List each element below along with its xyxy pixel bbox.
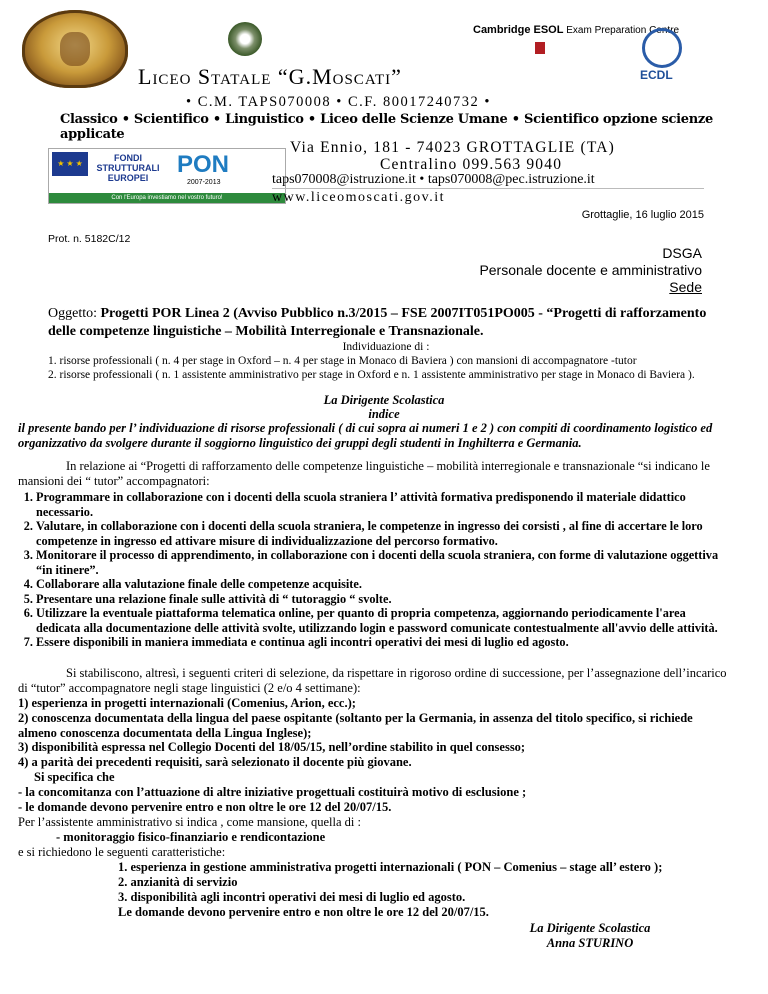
recipient-line: Sede — [669, 279, 702, 295]
admin-task: - monitoraggio fisico-finanziario e rendicontazione — [56, 830, 326, 844]
identification-title: Individuazione di : — [342, 341, 430, 353]
list-item: 3. disponibilità agli incontri operativi dei mesi di luglio ed agosto. — [118, 890, 466, 904]
list-item: 1. Programmare in collaborazione con i docenti della scuola straniera l’ attività formativa predisponendo il materiale didattico necessario. — [36, 490, 724, 519]
list-item: 1. esperienza in gestione amministrativa progetti internazionali ( PON – Comenius – stage all’ estero ); — [118, 860, 663, 874]
admin-intro: Per l’assistente amministrativo si indica , come mansione, quella di : — [18, 815, 361, 829]
cambridge-shield-icon — [535, 42, 545, 54]
list-item: - le domande devono pervenire entro e non oltre le ore 12 del 20/07/15. — [18, 800, 392, 814]
school-name: Liceo Statale “G.Moscati” — [138, 64, 402, 89]
school-codes: • C.M. TAPS070008 • C.F. 80017240732 • — [186, 94, 491, 110]
eu-tagline: Con l'Europa investiamo nel vostro futuro! — [49, 193, 285, 203]
pon-years: 2007-2013 — [187, 179, 221, 186]
eu-flag-icon: ★ ★ ★ — [52, 152, 88, 176]
list-item: - la concomitanza con l’attuazione di altre iniziative progettuali costituirà motivo di esclusione ; — [18, 785, 527, 799]
recipient-line: Personale docente e amministrativo — [479, 262, 702, 278]
ecdl-logo: ECDL — [640, 28, 680, 84]
fondi-strutturali-label: FONDI STRUTTURALI EUROPEI — [96, 153, 160, 183]
identification-item: 1. risorse professionali ( n. 4 per stage in Oxford – n. 4 per stage in Monaco di Baviera ) con mansioni di accompagnatore -tutor — [48, 355, 637, 367]
header-divider — [272, 188, 704, 189]
admin-deadline: Le domande devono pervenire entro e non oltre le ore 12 del 20/07/15. — [118, 905, 489, 919]
announcement-verb: indice — [368, 407, 400, 421]
criteria-intro: Si stabiliscono, altresì, i seguenti criteri di selezione, da rispettare in rigoroso ordine di successione, per l’assegnazione dell’incarico di “tutor” accompagnatore negli stage linguistici (2 e/o 4 settimane): — [18, 666, 727, 695]
list-item: 5. Presentare una relazione finale sulle attività di “ tutoraggio “ svolte. — [36, 592, 724, 607]
pon-logo: PON — [177, 151, 230, 178]
school-website: www.liceomoscati.gov.it — [272, 190, 446, 205]
list-item: 3) disponibilità espressa nel Collegio Docenti del 18/05/15, nell’ordine stabilito in quel consesso; — [18, 740, 526, 754]
school-phone: Centralino 099.563 9040 — [380, 156, 563, 173]
italian-republic-emblem — [228, 22, 262, 56]
list-item: 2. Valutare, in collaborazione con i docenti della scuola straniera, le competenze in ingresso dei corsisti , al fine di accertare le loro competenze in ingresso ed attivare misure di individualizzazione del percorso formativo. — [36, 519, 724, 548]
list-item: 2) conoscenza documentata della lingua del paese ospitante (soltanto per la Germania, in assenza del titolo specifico, si richiede almeno conoscenza documentata della Lingua Inglese); — [18, 711, 693, 740]
school-address: Via Ennio, 181 - 74023 GROTTAGLIE (TA) — [290, 139, 616, 156]
recipient-line: DSGA — [662, 245, 702, 261]
document-date: Grottaglie, 16 luglio 2015 — [581, 209, 704, 221]
announcement-text: il presente bando per l’ individuazione di risorse professionali ( di cui sopra ai numeri 1 e 2 ) con compiti di coordinamento logistico ed organizzativo da svolgere durante il soggiorno linguistico dei gruppi degli studenti in Inghilterra e Germania. — [18, 421, 713, 450]
school-courses: Classico • Scientifico • Linguistico • Liceo delle Scienze Umane • Scientifico opzione scienze applicate — [60, 112, 713, 142]
list-item: 4) a parità dei precedenti requisiti, sarà selezionato il docente più giovane. — [18, 755, 412, 769]
tasks-list — [18, 490, 724, 650]
list-item: 6. Utilizzare la eventuale piattaforma telematica online, per quanto di propria competenza, aggiornando periodicamente l'area dedicata alla documentazione delle attività svolte, utilizzando login e password comunicate contestualmente all'avvio delle attività. — [36, 606, 724, 635]
list-item: 1) esperienza in progetti internazionali (Comenius, Arion, ecc.); — [18, 696, 356, 710]
notes-title: Si specifica che — [34, 770, 115, 784]
cambridge-logo: Cambridge ESOL Exam Preparation Centre — [473, 24, 680, 36]
list-item: 2. anzianità di servizio — [118, 875, 238, 889]
list-item: 3. Monitorare il processo di apprendimento, in collaborazione con i docenti della scuola straniera, con forme di valutazione oggettiva “in itinere”. — [36, 548, 724, 577]
admin-req-intro: e si richiedono le seguenti caratteristiche: — [18, 845, 226, 859]
announcement-role: La Dirigente Scolastica — [323, 393, 445, 407]
signature-role: La Dirigente Scolastica — [529, 921, 651, 935]
school-emails: taps070008@istruzione.it • taps070008@pec.istruzione.it — [272, 172, 595, 187]
intro-paragraph: In relazione ai “Progetti di rafforzamento delle competenze linguistiche – mobilità interregionale e transnazionale “si indicano le mansioni dei “ tutor” accompagnatori: — [18, 459, 710, 488]
signature-name: Anna STURINO — [546, 936, 634, 950]
school-crest-logo — [22, 10, 128, 88]
identification-item: 2. risorse professionali ( n. 1 assistente amministrativo per stage in Oxford e n. 1 assistente amministrativo per stage in Monaco di Baviera ). — [48, 369, 695, 381]
list-item: 4. Collaborare alla valutazione finale delle competenze acquisite. — [36, 577, 724, 592]
eu-funds-banner — [48, 148, 286, 204]
subject-text: Progetti POR Linea 2 (Avviso Pubblico n.3/2015 – FSE 2007IT051PO005 - “Progetti di rafforzamento delle competenze linguistiche – Mobilità Interregionale e Transnazionale. — [48, 306, 707, 339]
subject-label: Oggetto: — [48, 306, 97, 321]
protocol-number: Prot. n. 5182C/12 — [48, 233, 131, 245]
subject — [48, 305, 724, 341]
list-item: 7. Essere disponibili in maniera immediata e continua agli incontri operativi dei mesi di luglio ed agosto. — [36, 635, 724, 650]
